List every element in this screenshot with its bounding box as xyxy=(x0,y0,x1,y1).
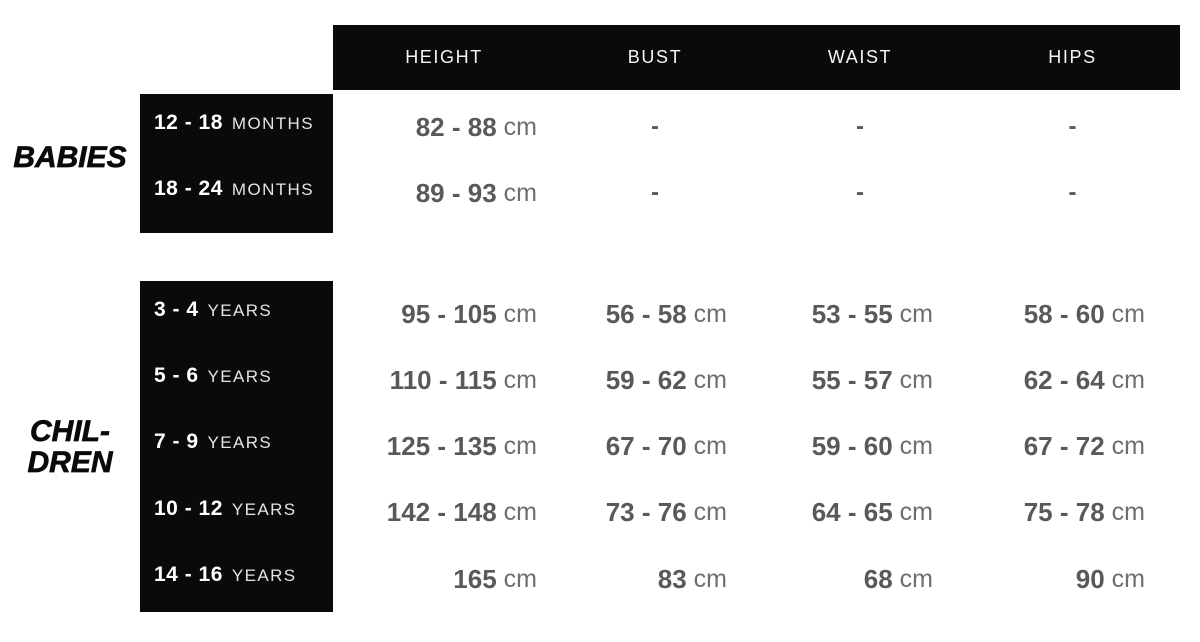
measurement-unit: cm xyxy=(503,498,537,526)
waist-empty-cell xyxy=(755,160,965,226)
measurement-value: 73 - 76 xyxy=(605,497,687,527)
column-header-bust: BUST xyxy=(555,25,755,90)
column-header-hips: HIPS xyxy=(965,25,1180,90)
waist-value-cell xyxy=(755,281,965,347)
height-value-cell xyxy=(333,546,555,612)
measurement-value: 95 - 105 xyxy=(401,298,497,329)
age-range-unit: YEARS xyxy=(231,566,297,585)
measurement-value: 82 - 88 xyxy=(415,111,497,142)
dash: - xyxy=(651,179,659,206)
measurement-unit: cm xyxy=(899,431,933,460)
group-label-line: CHIL- xyxy=(30,414,110,448)
dash: - xyxy=(856,113,864,140)
measurement-value: 125 - 135 xyxy=(386,430,497,461)
size-row-label-12-18-months xyxy=(140,94,333,160)
measurement-unit: cm xyxy=(899,498,933,526)
age-range: 10 - 12 xyxy=(154,496,223,520)
height-value-cell xyxy=(333,281,555,347)
measurement-unit: cm xyxy=(693,564,727,593)
size-row-label-18-24-months xyxy=(140,160,333,226)
hips-value-cell xyxy=(965,347,1180,413)
measurement-value: 58 - 60 xyxy=(1023,298,1105,329)
measurement-unit: cm xyxy=(503,299,537,328)
dash: - xyxy=(651,113,659,140)
height-value-cell xyxy=(333,479,555,546)
group-label-babies xyxy=(0,94,140,233)
waist-empty-cell xyxy=(755,94,965,160)
age-range: 3 - 4 xyxy=(154,298,199,321)
group-label-children xyxy=(0,281,140,612)
measurement-unit: cm xyxy=(899,564,933,593)
measurement-value: 55 - 57 xyxy=(811,364,893,395)
bust-empty-cell xyxy=(555,160,755,226)
measurement-unit: cm xyxy=(503,431,537,460)
waist-value-cell xyxy=(755,413,965,479)
measurement-unit: cm xyxy=(693,299,727,328)
measurement-value: 68 xyxy=(863,563,893,594)
age-range-unit: YEARS xyxy=(207,433,273,452)
bust-empty-cell xyxy=(555,94,755,160)
age-range: 12 - 18 xyxy=(154,111,223,134)
measurement-value: 59 - 60 xyxy=(811,430,893,461)
size-row-label-14-16-years xyxy=(140,546,333,612)
hips-empty-cell xyxy=(965,94,1180,160)
group-label-line: BABIES xyxy=(13,141,127,174)
bust-value-cell xyxy=(555,546,755,612)
babies-box-filler xyxy=(140,226,333,233)
dash: - xyxy=(856,179,864,206)
bust-value-cell xyxy=(555,413,755,479)
measurement-value: 90 xyxy=(1075,563,1105,594)
size-row-label-7-9-years xyxy=(140,413,333,479)
measurement-unit: cm xyxy=(1111,365,1145,394)
age-range: 7 - 9 xyxy=(154,430,199,453)
measurement-unit: cm xyxy=(503,178,537,207)
age-range: 14 - 16 xyxy=(154,563,223,586)
hips-value-cell xyxy=(965,479,1180,546)
measurement-value: 89 - 93 xyxy=(415,177,497,208)
measurement-value: 110 - 115 xyxy=(389,364,497,395)
size-row-label-5-6-years xyxy=(140,347,333,413)
age-range-unit: YEARS xyxy=(207,301,273,320)
height-value-cell xyxy=(333,347,555,413)
measurement-value: 67 - 72 xyxy=(1023,430,1105,461)
age-range: 18 - 24 xyxy=(154,177,223,200)
measurement-value: 64 - 65 xyxy=(811,497,893,527)
measurement-unit: cm xyxy=(693,365,727,394)
measurement-unit: cm xyxy=(1111,564,1145,593)
measurement-unit: cm xyxy=(1111,299,1145,328)
age-range-unit: MONTHS xyxy=(231,180,314,199)
group-label-line: DREN xyxy=(27,445,113,479)
dash: - xyxy=(1068,113,1077,140)
measurement-unit: cm xyxy=(503,112,537,141)
measurement-value: 75 - 78 xyxy=(1023,497,1105,527)
age-range: 5 - 6 xyxy=(154,364,199,387)
height-value-cell xyxy=(333,160,555,226)
waist-value-cell xyxy=(755,546,965,612)
measurement-value: 83 xyxy=(657,563,687,594)
measurement-unit: cm xyxy=(1111,498,1145,526)
measurement-value: 53 - 55 xyxy=(811,298,893,329)
size-row-label-3-4-years xyxy=(140,281,333,347)
height-value-cell xyxy=(333,413,555,479)
bust-value-cell xyxy=(555,347,755,413)
bust-value-cell xyxy=(555,479,755,546)
hips-value-cell xyxy=(965,413,1180,479)
dash: - xyxy=(1068,179,1077,206)
size-row-label-10-12-years xyxy=(140,479,333,546)
measurement-value: 67 - 70 xyxy=(605,430,687,461)
age-range-unit: MONTHS xyxy=(231,114,314,133)
bust-value-cell xyxy=(555,281,755,347)
age-range-unit: YEARS xyxy=(231,499,297,519)
measurement-unit: cm xyxy=(503,365,537,394)
measurement-value: 142 - 148 xyxy=(386,497,497,527)
hips-value-cell xyxy=(965,281,1180,347)
hips-empty-cell xyxy=(965,160,1180,226)
measurement-value: 59 - 62 xyxy=(605,364,687,395)
measurement-unit: cm xyxy=(899,299,933,328)
height-value-cell xyxy=(333,94,555,160)
measurement-unit: cm xyxy=(899,365,933,394)
waist-value-cell xyxy=(755,479,965,546)
measurement-unit: cm xyxy=(503,564,537,593)
hips-value-cell xyxy=(965,546,1180,612)
measurement-unit: cm xyxy=(1111,431,1145,460)
measurement-value: 165 xyxy=(453,563,497,594)
measurement-value: 56 - 58 xyxy=(605,298,687,329)
age-range-unit: YEARS xyxy=(207,367,273,386)
measurement-unit: cm xyxy=(693,498,727,526)
waist-value-cell xyxy=(755,347,965,413)
measurement-value: 62 - 64 xyxy=(1023,364,1105,395)
column-header-waist: WAIST xyxy=(755,25,965,90)
column-header-height: HEIGHT xyxy=(333,25,555,90)
measurement-unit: cm xyxy=(693,431,727,460)
